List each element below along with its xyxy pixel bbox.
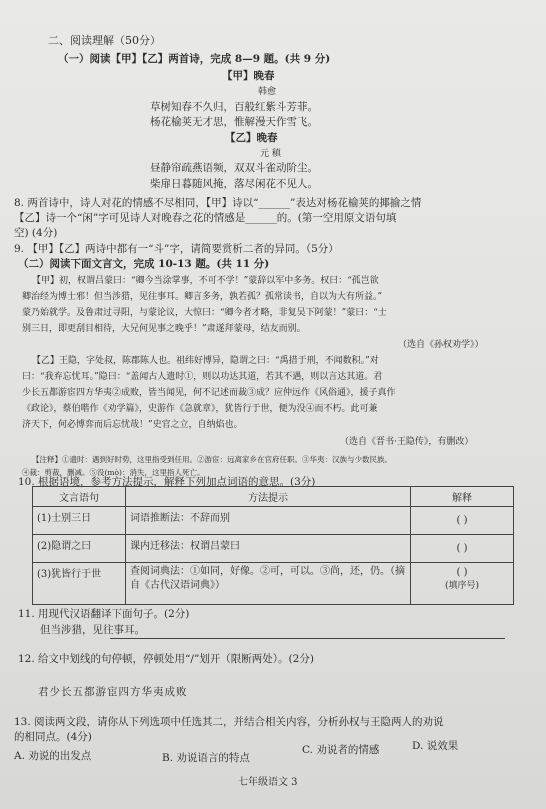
jia-line-2: 卿治经为博士邪！但当涉猎，见往事耳。卿言多务，孰若孤？孤常读书，自以为大有所益。” [22, 292, 383, 302]
poem1-author: 韩愈 [258, 87, 277, 97]
yi-line-2: 曰：“我弃忘忧耳。”隐曰：“盖闻古人遗时①，则以功达其道，若其不遇，则以言达其道。君 [22, 372, 383, 382]
part2-heading: （二）阅读下面文言文，完成 10-13 题。(共 11 分) [18, 258, 270, 270]
jia-source: （选自《孙权劝学》） [398, 340, 484, 350]
table-row [33, 507, 514, 535]
notes-line-1: 【注释】①遗时：遇到好时势，这里指受到任用。②游宦：远离家乡在官府任职。③华夷：汉族与少数民族。 [32, 455, 392, 464]
q13-stem-line1: 13. 阅读两文段，请你从下列选项中任选其二，并结合相关内容，分析孙权与王隐两人的劝说 [14, 716, 444, 728]
row2-hint: 课内迁移法：权谓吕蒙曰 [126, 535, 411, 563]
col-header-hint: 方法提示 [126, 487, 411, 507]
poem1-title: 【甲】晚春 [222, 70, 275, 82]
page-footer: 七年级语文 3 [238, 777, 298, 788]
yi-line-1: 【乙】王隐，字处叔，陈郡陈人也。祖纬好博异，隐谓之曰：“禹措于刑，不闻数积。”对 [32, 356, 379, 366]
yi-source: （选自《晋书·王隐传》，有删改） [340, 437, 474, 447]
table-row [33, 535, 514, 563]
q12-stem: 12. 给文中划线的句停顿，停顿处用“/”划开（限断两处）。(2分) [18, 653, 314, 665]
q8-line2: 【乙】诗一个“闲”字可见诗人对晚春之花的情感是______的。(第一空用原文语句填 [14, 212, 397, 224]
q10-stem: 10. 根据语境，参考方法提示，解释下列加点词语的意思。(3分) [18, 476, 316, 488]
yi-line-4: 《政论》，蔡伯喈作《劝学篇》，史游作《急就章》，犹皆行于世，便为没④而不朽。此可兼 [22, 404, 378, 414]
jia-line-1: 【甲】初，权谓吕蒙曰：“卿今当涂掌事，不可不学！”蒙辞以军中多务。权曰：“孤岂欲 [32, 276, 379, 286]
poem2-line1: 昼静帘疏燕语频，双双斗雀动阶尘。 [150, 162, 318, 174]
q11-answer-line[interactable] [110, 638, 505, 639]
row1-answer[interactable] [411, 507, 514, 535]
yi-line-3: 少长五都游宦四方华夷②成败，皆当闻见，何不记述而裁③成？应仲远作《风俗通》，援子真作 [22, 388, 396, 398]
col-header-phrase: 文言语句 [33, 487, 126, 507]
row1-phrase: (1)士别三日 [33, 507, 126, 535]
row3-answer-note: (填序号) [444, 581, 480, 591]
yi-line-5: 济天下，何必博弈而后忘忧哉！”史官之立，自纳焰也。 [22, 420, 243, 430]
q13-option-c[interactable]: C. 劝说者的情感 [302, 744, 380, 756]
col-header-answer: 解释 [411, 487, 514, 507]
row2-answer-blank[interactable]: ( ) [456, 543, 468, 554]
q8-line1: 8. 两首诗中，诗人对花的情感不尽相同，【甲】诗以“______”表达对杨花榆荚的揶揄之情 [14, 197, 422, 209]
q8-line3: 空) (4分) [14, 227, 58, 239]
row1-answer-blank[interactable]: ( ) [456, 515, 468, 526]
poem1-line2: 杨花榆荚无才思，惟解漫天作雪飞。 [150, 116, 318, 128]
q13-stem-line2: 的相同点。(4分) [14, 731, 92, 743]
row3-phrase: (3)犹皆行于世 [33, 563, 126, 605]
row3-answer-blank[interactable]: ( ) [456, 567, 468, 578]
q12-sentence: 君少长五都游宦四方华夷成败 [38, 686, 188, 698]
part1-heading: （一）阅读【甲】【乙】两首诗，完成 8—9 题。(共 9 分) [58, 53, 331, 65]
row3-answer[interactable] [411, 563, 514, 605]
table-header-row [33, 487, 514, 507]
row2-phrase: (2)隐谓之曰 [33, 535, 126, 563]
q11-sentence: 但当涉猎，见往事耳。 [40, 624, 145, 636]
q13-option-a[interactable]: A. 劝说的出发点 [14, 750, 92, 762]
row1-hint: 词语推断法：不辞而别 [126, 507, 411, 535]
q9-stem: 9. 【甲】【乙】两诗中都有一“斗”字，请简要赏析二者的异同。（5分） [14, 243, 339, 255]
q11-stem: 11. 用现代汉语翻译下面句子。(2分) [18, 608, 190, 620]
row2-answer[interactable] [411, 535, 514, 563]
poem1-line1: 草树知春不久归，百般红紫斗芳菲。 [150, 101, 318, 113]
row3-hint: 查阅词典法：①如同，好像。②可，可以。③尚，还，仍。（摘自《古代汉语词典》） [126, 563, 411, 605]
q13-option-b[interactable]: B. 劝说语言的特点 [162, 752, 250, 764]
poem2-line2: 柴扉日暮随风掩，落尽闲花不见人。 [150, 178, 318, 190]
poem2-title: 【乙】晚春 [225, 132, 278, 144]
q13-option-d[interactable]: D. 说效果 [412, 740, 459, 752]
jia-line-3: 蒙乃始就学。及鲁肃过寻阳，与蒙论议，大惊曰：“卿今者才略，非复吴下阿蒙！”蒙曰：“士 [22, 308, 387, 318]
jia-line-4: 别三日，即更刮目相待，大兄何见事之晚乎！”肃遂拜蒙母，结友而别。 [22, 324, 306, 334]
notes-line-2: ④裁：剪裁，删减。⑤没(mò)：消失，这里指人死亡。 [22, 468, 205, 477]
q10-table [32, 486, 514, 605]
poem2-author: 元 稹 [260, 149, 281, 159]
table-row [33, 563, 514, 605]
section-title: 二、阅读理解（50分） [48, 34, 161, 47]
